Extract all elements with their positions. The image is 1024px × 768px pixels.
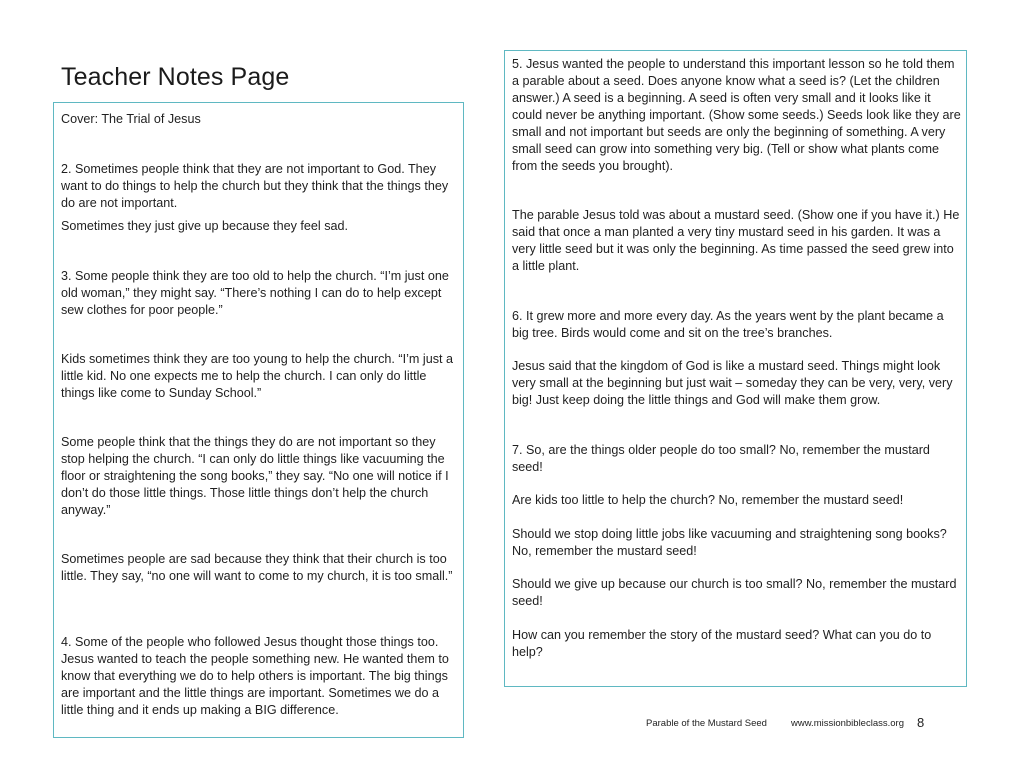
notes-paragraph: Should we give up because our church is too small? No, remember the mustard seed! [512, 577, 957, 608]
left-notes-box [53, 102, 464, 738]
notes-paragraph: 4. Some of the people who followed Jesus thought those things too. Jesus wanted to teach the people something new. He wanted them to know that everything we do to help others is important. The big things are important and the little things are important. Sometimes we do a little thing and it ends up making a BIG difference. [61, 635, 449, 717]
notes-paragraph: The parable Jesus told was about a mustard seed. (Show one if you have it.) He said that once a man planted a very tiny mustard seed in his garden. It was a very little seed but it was only the beginning. As time passed the seed grew into a little plant. [512, 208, 960, 273]
notes-paragraph: How can you remember the story of the mustard seed? What can you do to help? [512, 628, 932, 659]
notes-paragraph: Jesus said that the kingdom of God is like a mustard seed. Things might look very small at the beginning but just wait – someday they can be very, very, very big! Just keep doing the little things and God will make them grow. [512, 359, 953, 407]
notes-paragraph: Kids sometimes think they are too young to help the church. “I’m just a little kid. No one expects me to help the church. I can only do little things like come to Sunday School.” [61, 352, 453, 400]
notes-paragraph: 7. So, are the things older people do too small? No, remember the mustard seed! [512, 443, 930, 474]
notes-paragraph: Cover: The Trial of Jesus [61, 112, 201, 126]
footer-lesson-title: Parable of the Mustard Seed [646, 718, 767, 729]
notes-paragraph: Should we stop doing little jobs like vacuuming and straightening song books? No, remember the mustard seed! [512, 527, 947, 558]
page-title: Teacher Notes Page [61, 63, 290, 91]
notes-paragraph: 6. It grew more and more every day. As the years went by the plant became a big tree. Birds would come and sit on the tree’s branches. [512, 309, 944, 340]
footer-page-number: 8 [917, 715, 925, 730]
notes-paragraph: 5. Jesus wanted the people to understand this important lesson so he told them a parable about a seed. Does anyone know what a seed is? (Let the children answer.) A seed is a beginning. A seed is often very small and it looks like it could never be anything important. (Show some seeds.) Seeds look like they are small and not important but seeds are only the beginning of something. A very small seed can grow into something very big. (Tell or show what plants come from the seeds you brought). [512, 57, 961, 173]
footer-website: www.missionbibleclass.org [791, 718, 904, 729]
notes-paragraph: Sometimes people are sad because they think that their church is too little. They say, “no one will want to come to my church, it is too small.” [61, 552, 453, 583]
notes-paragraph: 3. Some people think they are too old to help the church. “I’m just one old woman,” they might say. “There’s nothing I can do to help except sew clothes for poor people.” [61, 269, 449, 317]
notes-paragraph: Some people think that the things they do are not important so they stop helping the church. “I can only do little things like vacuuming the floor or straightening the song books,” they say. “No one will notice if I don’t do those little things. Those little things don’t help the church anyway.” [61, 435, 449, 517]
notes-paragraph: Sometimes they just give up because they feel sad. [61, 219, 349, 233]
right-notes-box [504, 50, 967, 687]
notes-paragraph: 2. Sometimes people think that they are not important to God. They want to do things to help the church but they think that the things they do are not important. [61, 162, 449, 210]
notes-paragraph: Are kids too little to help the church? No, remember the mustard seed! [512, 493, 904, 507]
